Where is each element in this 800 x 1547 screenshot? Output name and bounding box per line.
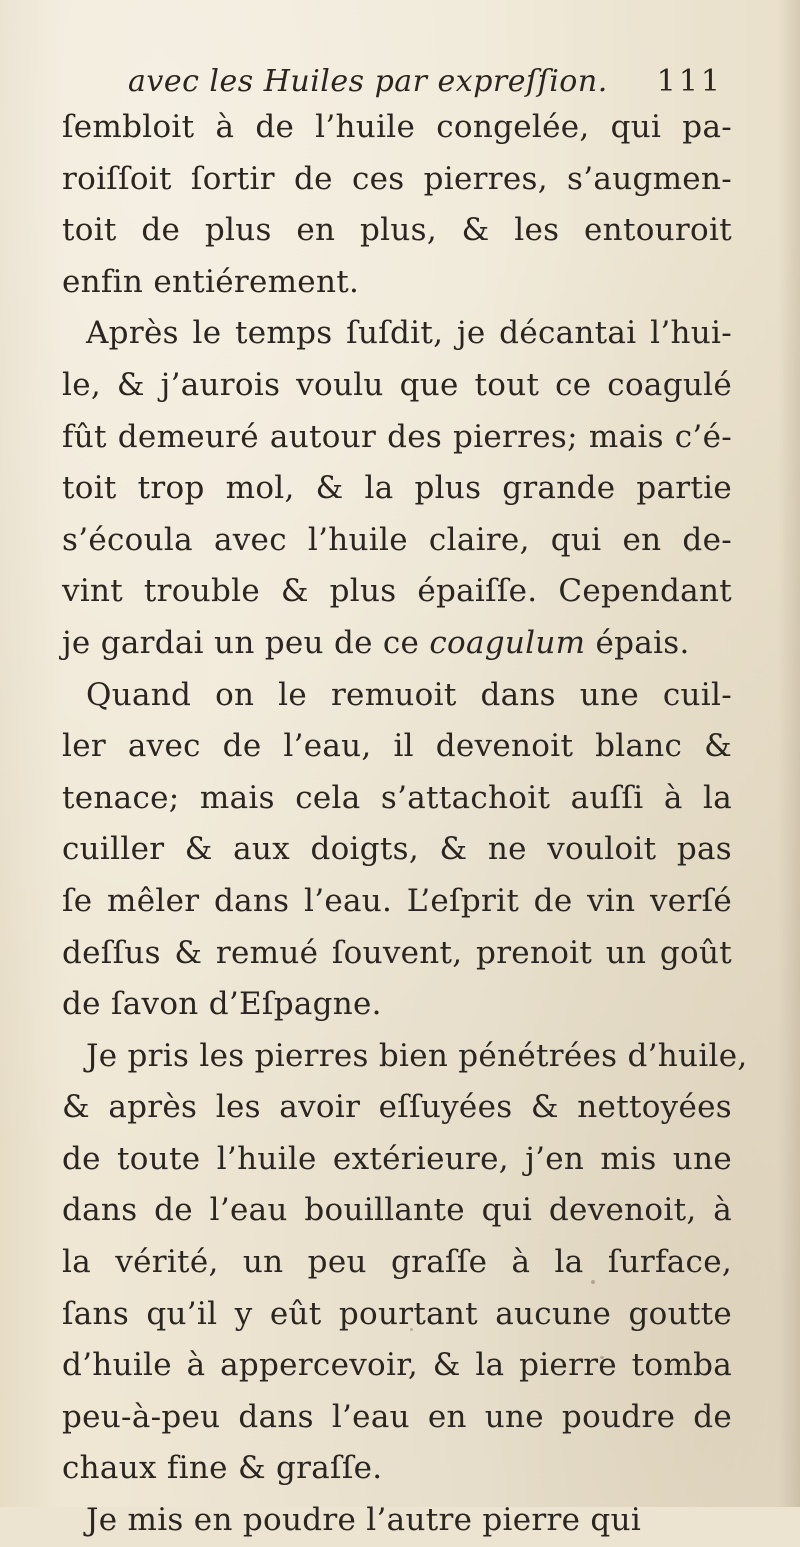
text-line: Je mis en poudre l’autre pierre qui [86,1502,642,1539]
text-line: le, & j’aurois voulu que tout ce coagulé [62,366,732,403]
text-line: ſans qu’il y eût pourtant aucune goutte [62,1295,732,1332]
text-line: chaux fine & graſſe. [62,1450,383,1487]
page-header [128,62,723,102]
text-line: toit trop mol, & la plus grande partie [62,470,732,507]
text-line: fût demeuré autour des pierres; mais c’é- [62,418,732,455]
text-line: ſe mêler dans l’eau. L’eſprit de vin verſé [62,882,732,919]
running-head: avec les Huiles par expreſſion. [128,64,608,99]
page-edge-shadow [778,0,800,1507]
text-line: d’huile à appercevoir, & la pierre tomba [62,1347,732,1384]
text-segment: je gardai un peu de ce [62,624,420,661]
text-line: ler avec de l’eau, il devenoit blanc & [62,728,732,765]
text-line [62,618,732,670]
paper-speck [688,548,693,552]
text-segment: épais. [595,624,690,661]
text-line: Quand on le remuoit dans une cuil- [86,676,732,713]
text-line: vint trouble & plus épaiſſe. Cependant [62,573,732,610]
body-text [62,102,748,1547]
text-line: toit de plus en plus, & les entouroit [62,212,732,249]
text-line: deſſus & remué ſouvent, prenoit un goût [62,934,732,971]
text-line: Je pris les pierres bien pénétrées d’huile, [86,1037,748,1074]
text-line: peu-à-peu dans l’eau en une poudre de [62,1398,732,1435]
text-line: cuiller & aux doigts, & ne vouloit pas [62,831,732,868]
text-line: & après les avoir eſſuyées & nettoyées [62,1089,732,1126]
paper-speck [600,1356,604,1359]
text-line: la vérité, un peu graſſe à la ſurface, [62,1244,732,1281]
text-line: dans de l’eau bouillante qui devenoit, à [62,1192,732,1229]
page-number: 111 [656,64,723,99]
text-line: tenace; mais cela s’attachoit auſſi à la [62,779,732,816]
text-line: roiſſoit ſortir de ces pierres, s’augmen- [62,160,732,197]
paper-speck [410,1328,413,1331]
text-line: s’écoula avec l’huile claire, qui en de- [62,521,732,558]
text-line: Après le temps ſuſdit, je décantai l’hui- [86,315,732,352]
paper-speck [591,1280,595,1284]
text-line: de toute l’huile extérieure, j’en mis une [62,1140,732,1177]
text-line: de ſavon d’Eſpagne. [62,986,382,1023]
italic-term: coagulum [429,624,586,661]
text-line: ſembloit à de l’huile congelée, qui pa- [62,109,732,145]
text-line: enfin entiérement. [62,263,360,300]
